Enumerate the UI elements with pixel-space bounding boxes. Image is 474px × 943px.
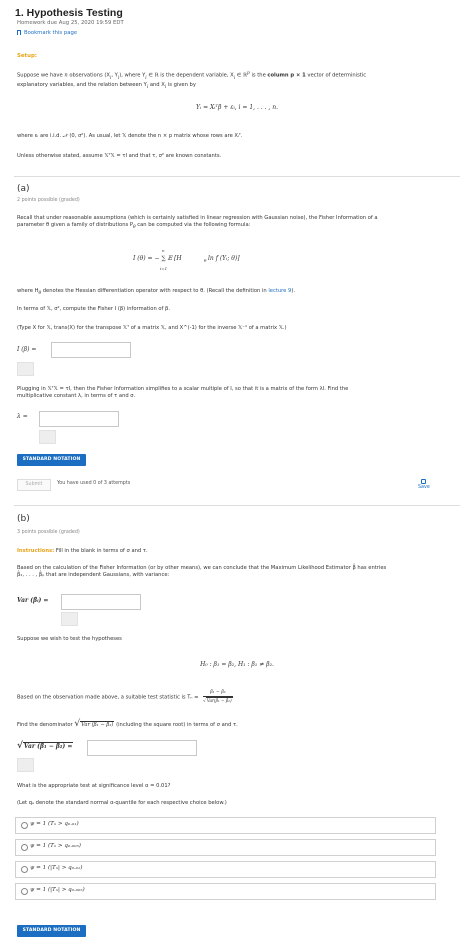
part-b-paragraph-3: Find the denominator √Var (β̂₁ − β̂₂) (including the square root) in terms of σ and τ. (17, 719, 238, 729)
variance-label: Var (β̂ᵢ) = (17, 597, 49, 604)
part-b-paragraph-5: (Let qₐ denote the standard normal α-quantile for each respective choice below.) (17, 800, 227, 806)
part-a-paragraph-2: where $H_\theta$ denotes the Hessian differentiation operator with respect to θ. (Recall the definition in lecture 9). (17, 288, 296, 297)
choice-option[interactable]: ψ = 1 (|Tₙ| > q₀.₀₁) (15, 861, 436, 878)
part-a-paragraph-1: Recall that under reasonable assumptions (which is certainly satisfied in linear regression with Gaussian noise), the Fisher Information of a parameter θ given a family of distributions $P_\theta$ can be computed via the following formula: (17, 215, 378, 231)
model-equation: Yᵢ = Xᵢᵀβ + εᵢ, i = 1, . . . , n. (196, 104, 278, 111)
bookmark-icon (17, 30, 21, 35)
lambda-input[interactable] (39, 411, 119, 427)
preview-box (17, 758, 34, 772)
lecture-link[interactable]: lecture 9 (268, 288, 292, 294)
setup-label: Setup: (17, 53, 37, 59)
submit-button[interactable]: Submit (17, 479, 51, 491)
part-b-paragraph-1: Based on the calculation of the Fisher Information (or by other means), we can conclude that the Maximum Likelihood Estimator β̂ has entries β̂₁, . . . , β̂ₚ that are independent Gaussians, with variance: (17, 565, 387, 579)
radio-button[interactable] (21, 822, 28, 829)
choice-option[interactable]: ψ = 1 (|Tₙ| > q₀.₀₀₅) (15, 883, 436, 900)
fisher-info-input[interactable] (51, 342, 131, 358)
fisher-input-label: I (β) = (17, 346, 37, 353)
choice-option[interactable]: ψ = 1 (Tₙ > q₀.₀₀₅) (15, 839, 436, 856)
part-b-paragraph-4: What is the appropriate test at significance level α = 0.01? (17, 783, 171, 789)
denominator-label: √Var (β̂₁ − β̂₂) = (17, 741, 73, 751)
part-a-paragraph-3: In terms of 𝕏, σ², compute the Fisher I (β) information of β. (17, 306, 171, 312)
standard-notation-button[interactable]: STANDARD NOTATION (17, 454, 86, 466)
divider (14, 176, 460, 177)
part-b-paragraph-2: Suppose we wish to test the hypotheses (17, 636, 122, 642)
preview-box (39, 430, 56, 444)
save-button[interactable]: Save (418, 479, 430, 491)
bookmark-label: Bookmark this page (24, 30, 78, 36)
bookmark-link[interactable] (17, 30, 77, 37)
part-a-points: 2 points possible (graded) (17, 198, 80, 203)
variance-input[interactable] (61, 594, 141, 610)
radio-button[interactable] (21, 866, 28, 873)
setup-paragraph-2: where εᵢ are i.i.d. 𝒩 (0, σ²). As usual, let 𝕏 denote the n × p matrix whose rows are Xᵢᵀ. (17, 133, 243, 139)
hypotheses: H₀ : β₁ = β₂, H₁ : β₁ ≠ β₂. (200, 661, 274, 668)
setup-paragraph-1: Suppose we have n observations ($X_i$, $Y_i$), where $Y_i$ ∈ ℝ is the dependent variable, $X_i$ ∈ ℝ$^p$ is the column p × 1 vector of deterministic explanatory variables, and the relation between $Y_i$ and $X_i$ is given by (17, 71, 367, 90)
part-a-paragraph-4: (Type X for 𝕏, trans(X) for the transpose 𝕏ᵀ of a matrix 𝕏, and X^(-1) for the inverse 𝕏⁻¹ of a matrix 𝕏.) (17, 325, 287, 331)
fisher-formula: I (θ) = − ∑ 𝔼 [H n i=1 θ ln f (Yᵢ; θ)] (133, 248, 240, 271)
setup-paragraph-3: Unless otherwise stated, assume 𝕏ᵀ𝕏 = τI and that τ, σ² are known constants. (17, 153, 222, 159)
preview-box (17, 362, 34, 376)
part-b-instructions: Instructions: Fill in the blank in terms of σ and τ. (17, 548, 148, 554)
preview-box (61, 612, 78, 626)
lambda-label: λ = (17, 413, 28, 420)
save-icon (421, 479, 426, 484)
test-statistic: Based on the observation made above, a suitable test statistic is Tₙ = β̂₁ − β̂₂ √Var(β̂₁ − β̂₂) (17, 690, 232, 704)
divider (14, 505, 460, 506)
radio-button[interactable] (21, 888, 28, 895)
part-a-header: (a) (17, 184, 30, 194)
choice-option[interactable]: ψ = 1 (Tₙ > q₀.₀₁) (15, 817, 436, 834)
denominator-input[interactable] (87, 740, 197, 756)
due-date: Homework due Aug 25, 2020 19:59 EDT (17, 20, 124, 26)
standard-notation-button[interactable]: STANDARD NOTATION (17, 925, 86, 937)
page-title: 1. Hypothesis Testing (15, 7, 123, 19)
part-b-header: (b) (17, 514, 30, 524)
part-b-points: 3 points possible (graded) (17, 530, 80, 535)
part-a-paragraph-5: Plugging in 𝕏ᵀ𝕏 = τI, then the Fisher Information simplifies to a scalar multiple of I, so that it is a matrix of the form λI. Find the multiplicative constant λ, in terms of τ and σ. (17, 386, 349, 400)
radio-button[interactable] (21, 844, 28, 851)
attempts-text: You have used 0 of 3 attempts (57, 481, 131, 486)
